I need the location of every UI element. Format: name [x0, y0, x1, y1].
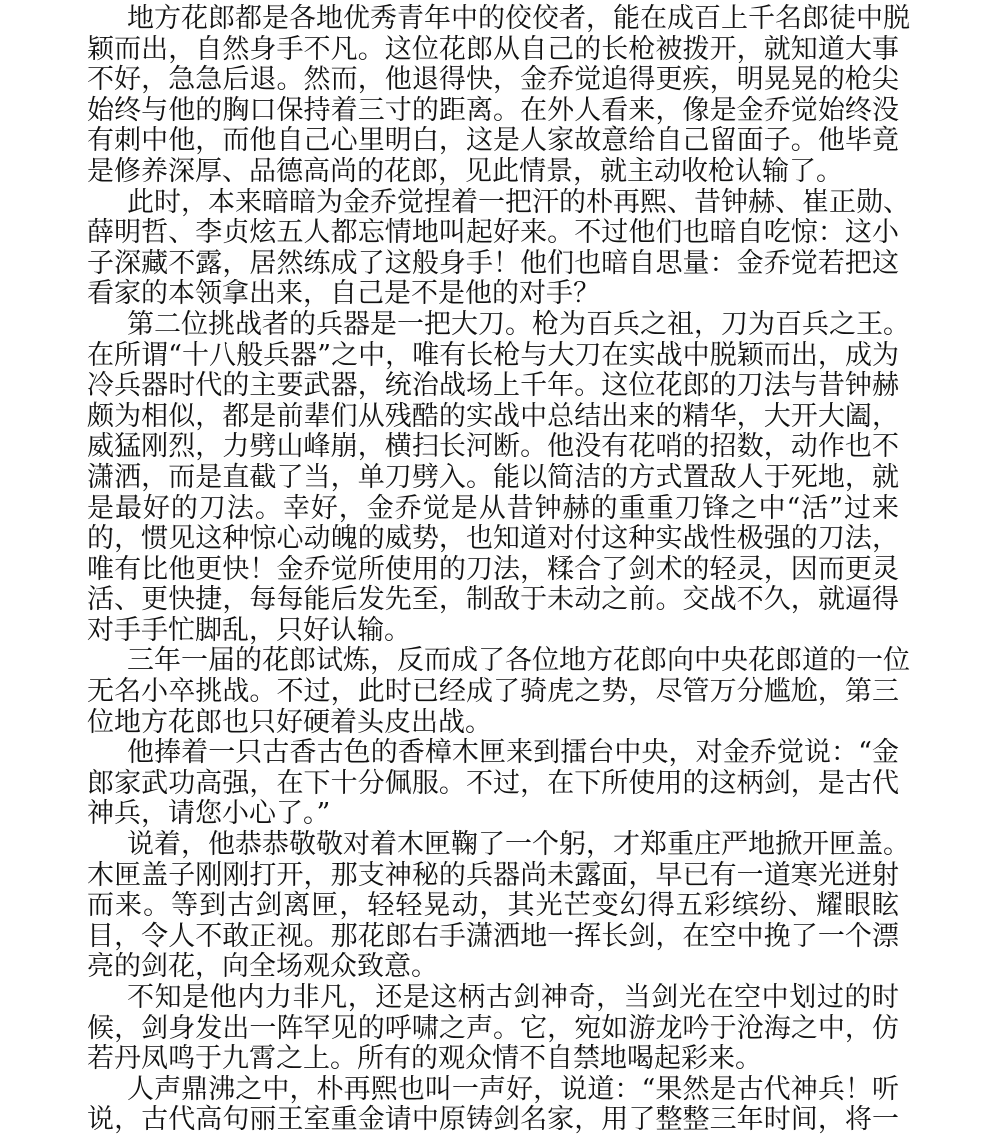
- text-line: 无名小卒挑战。不过，此时已经成了骑虎之势，尽管万分尴尬，第三: [87, 676, 899, 708]
- text-line: 的，惯见这种惊心动魄的威势，也知道对付这种实战性极强的刀法，: [87, 523, 899, 555]
- text-line: 唯有比他更快！金乔觉所使用的刀法，糅合了剑术的轻灵，因而更灵: [87, 553, 899, 585]
- text-line: 郎家武功高强，在下十分佩服。不过，在下所使用的这柄剑，是古代: [87, 767, 899, 799]
- text-line: 三年一届的花郎试炼，反而成了各位地方花郎向中央花郎道的一位: [127, 645, 910, 677]
- document-page: [87, 3, 910, 1136]
- text-line: 此时，本来暗暗为金乔觉捏着一把汗的朴再熙、昔钟赫、崔正勋、: [127, 186, 910, 218]
- text-line: 威猛刚烈，力劈山峰崩，横扫长河断。他没有花哨的招数，动作也不: [87, 431, 899, 463]
- text-line: 在所谓“十八般兵器”之中，唯有长枪与大刀在实战中脱颖而出，成为: [87, 339, 899, 371]
- text-line: 而来。等到古剑离匣，轻轻晃动，其光芒变幻得五彩缤纷、耀眼眩: [87, 890, 899, 922]
- paragraph: [87, 308, 910, 647]
- text-line: 子深藏不露，居然练成了这般身手！他们也暗自思量：金乔觉若把这: [87, 247, 899, 279]
- text-line: 位地方花郎也只好硬着头皮出战。: [87, 706, 492, 738]
- text-line: 目，令人不敢正视。那花郎右手潇洒地一挥长剑，在空中挽了一个漂: [87, 920, 899, 952]
- paragraph: [87, 1075, 899, 1136]
- text-line: 颖而出，自然身手不凡。这位花郎从自己的长枪被拨开，就知道大事: [87, 33, 899, 65]
- text-line: 看家的本领拿出来，自己是不是他的对手？: [87, 278, 600, 310]
- paragraph: [87, 983, 899, 1075]
- text-line: 说，古代高句丽王室重金请中原铸剑名家，用了整整三年时间，将一: [87, 1104, 899, 1136]
- text-line: 他捧着一只古香古色的香樟木匣来到擂台中央，对金乔觉说：“金: [127, 737, 899, 769]
- text-line: 薛明哲、李贞炫五人都忘情地叫起好来。不过他们也暗自吃惊：这小: [87, 217, 899, 249]
- text-line: 地方花郎都是各地优秀青年中的佼佼者，能在成百上千名郎徒中脱: [127, 3, 910, 34]
- text-line: 活、更快捷，每每能后发先至，制敌于未动之前。交战不久，就逼得: [87, 584, 899, 616]
- paragraph: [87, 829, 910, 983]
- paragraph: [87, 186, 910, 310]
- text-line: 不好，急急后退。然而，他退得快，金乔觉追得更疾，明晃晃的枪尖: [87, 64, 899, 96]
- text-line: 潇洒，而是直截了当，单刀劈入。能以简洁的方式置敌人于死地，就: [87, 461, 899, 493]
- text-line: 是修养深厚、品德高尚的花郎，见此情景，就主动收枪认输了。: [87, 155, 843, 187]
- text-line: 人声鼎沸之中，朴再熙也叫一声好，说道：“果然是古代神兵！听: [127, 1073, 899, 1105]
- text-line: 颇为相似，都是前辈们从残酷的实战中总结出来的精华，大开大阖，: [87, 400, 899, 432]
- text-line: 第二位挑战者的兵器是一把大刀。枪为百兵之祖，刀为百兵之王。: [127, 308, 910, 340]
- paragraph: [87, 738, 899, 830]
- text-line: 有刺中他，而他自己心里明白，这是人家故意给自己留面子。他毕竟: [87, 125, 899, 157]
- paragraph: [87, 3, 910, 188]
- text-line: 是最好的刀法。幸好，金乔觉是从昔钟赫的重重刀锋之中“活”过来: [87, 492, 899, 524]
- text-line: 木匣盖子刚刚打开，那支神秘的兵器尚未露面，早已有一道寒光迸射: [87, 859, 899, 891]
- text-line: 不知是他内力非凡，还是这柄古剑神奇，当剑光在空中划过的时: [127, 982, 899, 1013]
- text-line: 说着，他恭恭敬敬对着木匣鞠了一个躬，才郑重庄严地掀开匣盖。: [127, 829, 910, 861]
- text-line: 亮的剑花，向全场观众致意。: [87, 951, 438, 983]
- text-line: 若丹凤鸣于九霄之上。所有的观众情不自禁地喝起彩来。: [87, 1043, 762, 1075]
- text-line: 对手手忙脚乱，只好认输。: [87, 614, 411, 646]
- text-line: 候，剑身发出一阵罕见的呼啸之声。它，宛如游龙吟于沧海之中，仿: [87, 1012, 899, 1044]
- paragraph: [87, 645, 910, 738]
- text-line: 神兵，请您小心了。”: [87, 798, 331, 830]
- text-line: 冷兵器时代的主要武器，统治战场上千年。这位花郎的刀法与昔钟赫: [87, 370, 899, 402]
- text-line: 始终与他的胸口保持着三寸的距离。在外人看来，像是金乔觉始终没: [87, 94, 899, 126]
